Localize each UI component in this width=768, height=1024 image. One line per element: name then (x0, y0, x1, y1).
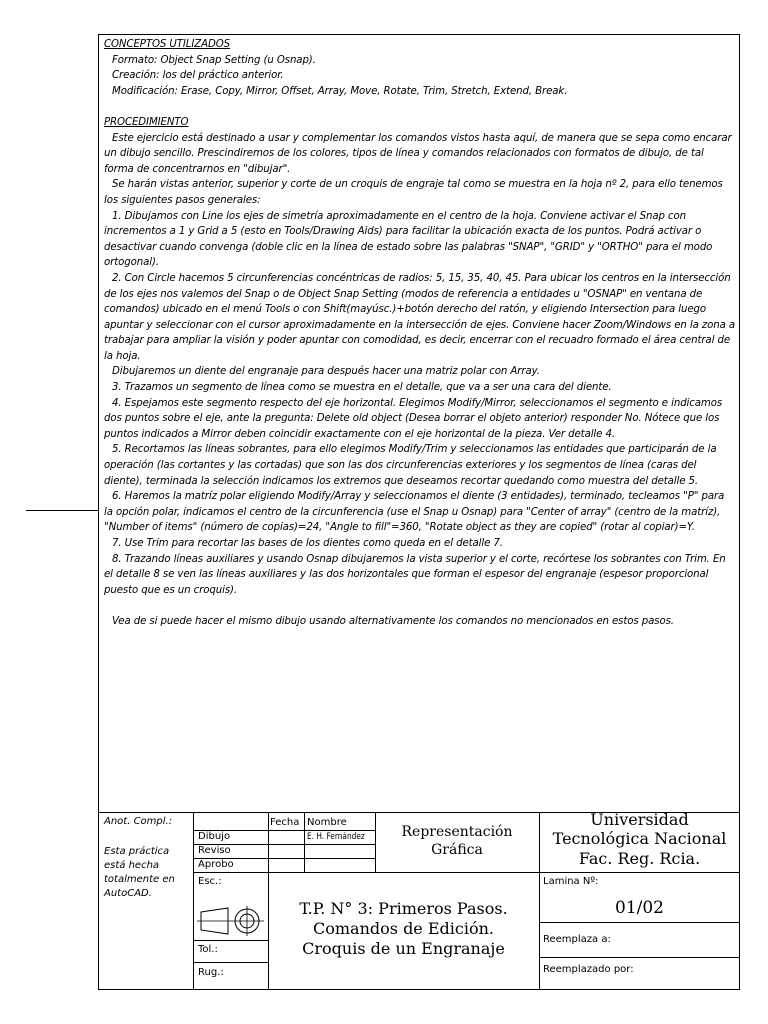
anot-note-line: Esta práctica (104, 846, 170, 857)
row-label-aprobo: Aprobo (198, 859, 234, 870)
section-heading: PROCEDIMIENTO (104, 116, 189, 128)
paragraph: 1. Dibujamos con Line los ejes de simetría aproximadamente en el centro de la hoja. Conviene activar el Snap con incrementos a 1 y Grid a 5 (esto en Tools/Drawing Aids) para facilitar la ubicación exacta de los puntos. Podrá activar o desactivar cuando convenga (doble clic en la línea de estado sobre las palabras "SNAP", "GRID" y "ORTHO" para el modo ortogonal). (104, 210, 713, 269)
concept-line: Modificación: Erase, Copy, Mirror, Offset, Array, Move, Rotate, Trim, Stretch, Extend, Break. (112, 85, 568, 97)
paragraph: 3. Trazamos un segmento de línea como se muestra en el detalle, que va a ser una cara del diente. (112, 382, 612, 394)
rug-label: Rug.: (198, 967, 224, 978)
section-heading: CONCEPTOS UTILIZADOS (104, 39, 231, 50)
paragraph: Dibujaremos un diente del engranaje para después hacer una matriz polar con Array. (112, 366, 540, 378)
reemplaza-label: Reemplaza a: (543, 934, 611, 945)
closing-paragraph: Vea de si puede hacer el mismo dibujo usando alternativamente los comandos no mencionados en estos pasos. (112, 615, 674, 627)
nombre-header: Nombre (307, 817, 347, 828)
instructions-text (104, 37, 736, 630)
paragraph: 2. Con Circle hacemos 5 circunferencias concéntricas de radios: 5, 15, 35, 40, 45. Para ubicar los centros en la intersección de los ejes nos valemos del Snap o de Object Snap Setting (modos de referencia a entidades u "OSNAP" en ventana de comandos) ubicado en el menú Tools o con Shift(mayúsc.)+botón derecho del ratón, y eligiendo Intersection para luego apuntar y seleccionar con el cursor aproximadamente en la intersección de ejes. Conviene hacer Zoom/Windows en la zona a trabajar para ampliar la visión y poder apuntar con comodidad, es decir, encerrar con el recuadro formado el área central de la hoja. (104, 272, 736, 362)
paragraph: 5. Recortamos las líneas sobrantes, para ello elegimos Modify/Trim y seleccionamos las entidades que participarán de la operación (las cortantes y las cortadas) que son las dos circunferencias exteriores y los segmentos de línea (caras del diente), terminada la selección indicamos los extremos que deseamos recortar quedando como muestra del detalle 5. (104, 444, 717, 487)
anot-note-line: está hecha (104, 860, 160, 871)
paragraph: 8. Trazando líneas auxiliares y usando Osnap dibujaremos la vista superior y el corte, recórtese los sobrantes con Trim. En el detalle 8 se ven las líneas auxiliares y las dos horizontales que forman el espesor del engranaje (espesor proporcional puesto que es un croquis). (104, 553, 726, 596)
paragraph: 7. Use Trim para recortar las bases de los dientes como queda en el detalle 7. (112, 538, 503, 549)
anot-note-line: AutoCAD. (104, 888, 152, 899)
concept-line: Creación: los del práctico anterior. (112, 70, 284, 82)
row-label-dibujo: Dibujo (198, 831, 231, 842)
margin-tick-mark (26, 510, 98, 511)
esc-label: Esc.: (198, 876, 222, 887)
paragraph: Este ejercicio está destinado a usar y complementar los comandos vistos hasta aquí, de manera que se sepa como encarar un dibujo sencillo. Prescindiremos de los colores, tipos de línea y comandos relacionados con formatos de dibujo, de tal forma de concentrarnos en "dibujar". (104, 132, 732, 175)
row-nombre-dibujo: E. H. Fernández (307, 832, 365, 842)
anot-label: Anot. Compl.: (104, 816, 173, 827)
paragraph: 6. Haremos la matríz polar eligiendo Modify/Array y seleccionamos el diente (3 entidades), terminado, tecleamos "P" para la opción polar, indicamos el centro de la circunferencia (use el Snap u Osnap) para "Center of array" (centro de la matríz), "Number of items" (número de copias)=24, "Angle to fill"=360, "Rotate object as they are copied" (rotar al copiar)=Y. (104, 491, 725, 534)
row-label-reviso: Reviso (198, 845, 231, 856)
concept-line: Formato: Object Snap Setting (u Osnap). (112, 54, 316, 66)
projection-symbol-icon (196, 906, 266, 936)
university-line-2: Tecnológica Nacional (552, 829, 727, 848)
title-line-1: T.P. N° 3: Primeros Pasos. (299, 899, 508, 918)
paragraph: Se harán vistas anterior, superior y corte de un croquis de engraje tal como se muestra en la hoja nº 2, para ello tenemos los siguientes pasos generales: (104, 179, 723, 206)
fecha-header: Fecha (270, 817, 300, 828)
subject-line-1: Representación (401, 824, 513, 840)
tol-label: Tol.: (198, 944, 218, 955)
lamina-label: Lamina Nº: (543, 876, 599, 887)
university-line-1: Universidad (590, 810, 689, 829)
anot-note-line: totalmente en (104, 874, 175, 885)
university-line-3: Fac. Reg. Rcia. (578, 849, 701, 868)
title-line-2: Comandos de Edición. (313, 919, 494, 938)
title-line-3: Croquis de un Engranaje (302, 939, 505, 958)
lamina-value: 01/02 (615, 898, 664, 918)
reemplazado-label: Reemplazado por: (543, 964, 634, 975)
subject-line-2: Gráfica (431, 842, 483, 858)
paragraph: 4. Espejamos este segmento respecto del eje horizontal. Elegimos Modify/Mirror, seleccionamos el segmento e indicamos dos puntos sobre el eje, ante la pregunta: Delete old object (Desea borrar el objeto anterior) responder No. Nótece que los puntos indicados a Mirror deben coincidir exactamente con el eje horizontal de la pieza. Ver detalle 4. (104, 397, 723, 440)
